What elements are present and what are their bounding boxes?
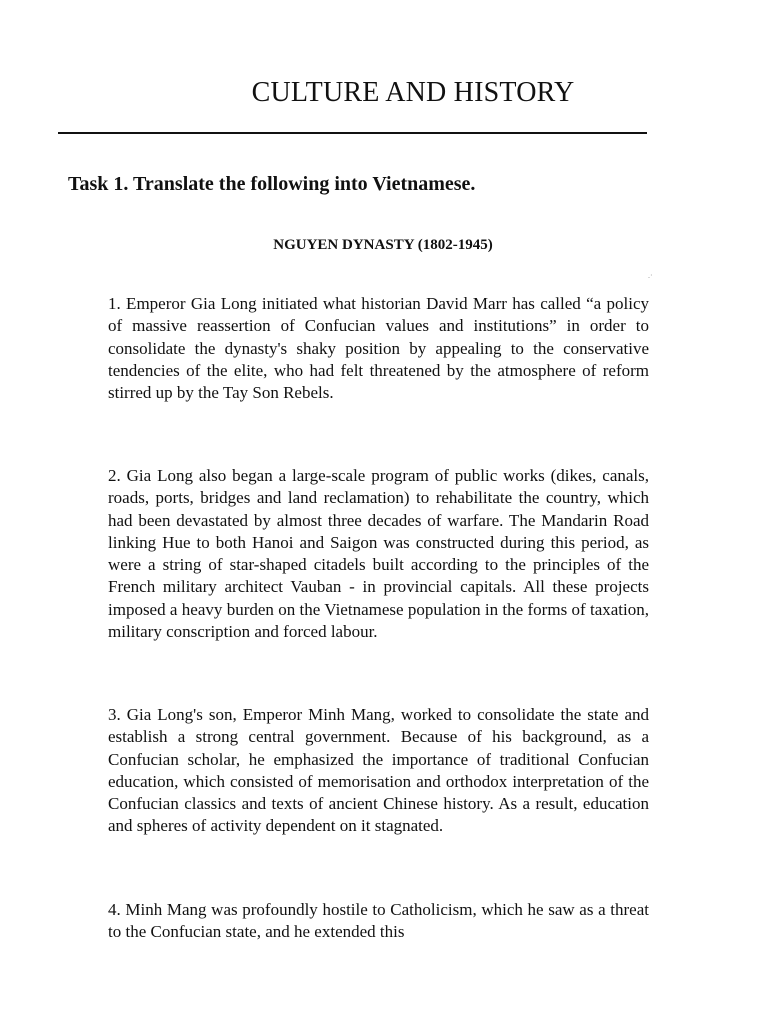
paragraph-1: 1. Emperor Gia Long initiated what historian David Marr has called “a policy of massive reassertion of Confucian values and institutions” in order to consolidate the dynasty's shaky position by appealing to the conservative tendencies of the elite, who had felt threatened by the atmosphere of reform stirred up by the Tay Son Rebels.: [108, 294, 649, 403]
section-heading: NGUYEN DYNASTY (1802-1945): [273, 237, 493, 253]
title-underline-divider: [58, 132, 647, 134]
scan-speck-mark: .·: [648, 271, 653, 280]
paragraph-2: 2. Gia Long also began a large-scale program of public works (dikes, canals, roads, ports, bridges and land reclamation) to rehabilitate the country, which had been devastated by almost three decades of warfare. The Mandarin Road linking Hue to both Hanoi and Saigon was constructed during this period, as were a string of star-shaped citadels built according to the principles of the French military architect Vauban - in provincial capitals. All these projects imposed a heavy burden on the Vietnamese population in the forms of taxation, military conscription and forced labour.: [108, 466, 649, 642]
document-title: CULTURE AND HISTORY: [251, 77, 575, 108]
task-heading: Task 1. Translate the following into Vietnamese.: [68, 173, 476, 195]
paragraph-3: 3. Gia Long's son, Emperor Minh Mang, worked to consolidate the state and establish a strong central government. Because of his background, as a Confucian scholar, he emphasized the importance of traditional Confucian education, which consisted of memorisation and orthodox interpretation of the Confucian classics and texts of ancient Chinese history. As a result, education and spheres of activity dependent on it stagnated.: [108, 705, 649, 836]
paragraph-4: 4. Minh Mang was profoundly hostile to Catholicism, which he saw as a threat to the Confucian state, and he extended this: [108, 900, 649, 942]
